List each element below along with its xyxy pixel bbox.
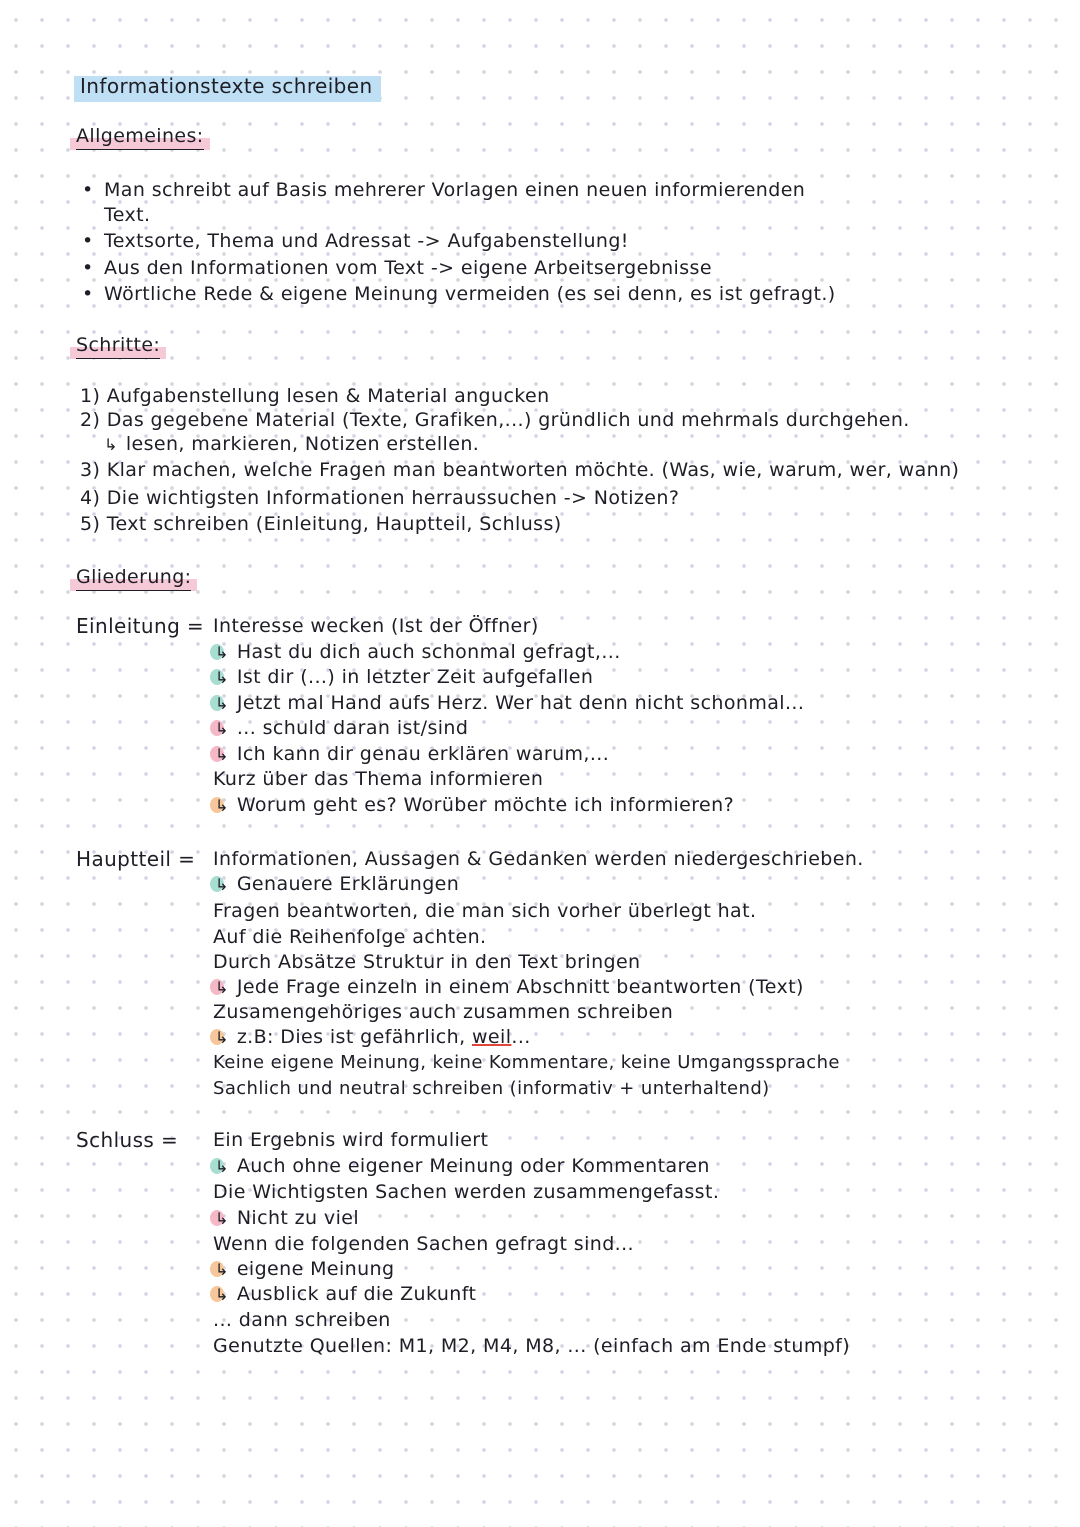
hooked-arrow-icon: ↳ — [213, 1026, 231, 1050]
hauptteil-line: Fragen beantworten, die man sich vorher überlegt hat. — [213, 900, 757, 922]
einleitung-subline: ↳ ... schuld daran ist/sind — [215, 717, 469, 739]
hooked-arrow-icon: ↳ — [213, 794, 231, 818]
heading-allgemeines: Allgemeines: — [76, 125, 204, 147]
weil-underlined: weil — [471, 1026, 512, 1048]
einleitung-subline: ↳ Ich kann dir genau erklären warum,... — [215, 743, 610, 765]
hauptteil-subline: ↳ Genauere Erklärungen — [215, 873, 460, 895]
hooked-arrow-icon: ↳ — [213, 1207, 231, 1231]
hauptteil-line: Informationen, Aussagen & Gedanken werden niedergeschrieben. — [213, 848, 864, 870]
bullet-dot-icon: • — [82, 179, 94, 201]
page-title: Informationstexte schreiben — [80, 74, 373, 98]
step-item: 2) Das gegebene Material (Texte, Grafiken,...) gründlich und mehrmals durchgehen. — [80, 409, 910, 431]
bullet-continuation: Text. — [104, 204, 151, 226]
hooked-arrow-icon: ↳ — [213, 1155, 231, 1179]
heading-gliederung: Gliederung: — [76, 566, 192, 588]
schluss-subline: ↳ Nicht zu viel — [215, 1207, 360, 1229]
bullet-item: • Wörtliche Rede & eigene Meinung vermeiden (es sei denn, es ist gefragt.) — [82, 283, 836, 305]
einleitung-line: Interesse wecken (Ist der Öffner) — [213, 615, 539, 637]
heading-schritte: Schritte: — [76, 334, 161, 356]
hooked-arrow-icon: ↳ — [213, 743, 231, 767]
hauptteil-line: Zusamengehöriges auch zusammen schreiben — [213, 1001, 674, 1023]
bullet-dot-icon: • — [82, 283, 94, 305]
schluss-line: Die Wichtigsten Sachen werden zusammengefasst. — [213, 1181, 720, 1203]
schluss-subline: ↳ eigene Meinung — [215, 1258, 395, 1280]
hauptteil-line: Keine eigene Meinung, keine Kommentare, keine Umgangssprache — [213, 1052, 840, 1073]
schluss-subline: ↳ Ausblick auf die Zukunft — [215, 1283, 477, 1305]
step-item: 3) Klar machen, welche Fragen man beantworten möchte. (Was, wie, warum, wer, wann) — [80, 459, 960, 481]
schluss-line: Ein Ergebnis wird formuliert — [213, 1129, 489, 1151]
schluss-line: Genutzte Quellen: M1, M2, M4, M8, ... (einfach am Ende stumpf) — [213, 1335, 851, 1357]
einleitung-subline: ↳ Ist dir (...) in letzter Zeit aufgefallen — [215, 666, 594, 688]
hauptteil-line: Durch Absätze Struktur in den Text bringen — [213, 951, 641, 973]
bullet-item: • Man schreibt auf Basis mehrerer Vorlagen einen neuen informierenden — [82, 179, 806, 201]
step-subitem: ↳ lesen, markieren, Notizen erstellen. — [104, 433, 480, 455]
hauptteil-label: Hauptteil = — [76, 847, 196, 871]
einleitung-subline: ↳ Jetzt mal Hand aufs Herz. Wer hat denn nicht schonmal... — [215, 692, 805, 714]
step-item: 1) Aufgabenstellung lesen & Material angucken — [80, 385, 550, 407]
hauptteil-subline: ↳ z.B: Dies ist gefährlich, weil... — [215, 1026, 531, 1048]
hauptteil-line: Sachlich und neutral schreiben (informativ + unterhaltend) — [213, 1078, 770, 1099]
schluss-line: Wenn die folgenden Sachen gefragt sind... — [213, 1233, 634, 1255]
hooked-arrow-icon: ↳ — [213, 717, 231, 741]
hauptteil-line: Auf die Reihenfolge achten. — [213, 926, 487, 948]
step-item: 4) Die wichtigsten Informationen herraussuchen -> Notizen? — [80, 487, 680, 509]
hooked-arrow-icon: ↳ — [213, 641, 231, 665]
hooked-arrow-icon: ↳ — [213, 666, 231, 690]
schluss-label: Schluss = — [76, 1128, 179, 1152]
einleitung-subline: ↳ Hast du dich auch schonmal gefragt,... — [215, 641, 621, 663]
hauptteil-subline: ↳ Jede Frage einzeln in einem Abschnitt beantworten (Text) — [215, 976, 804, 998]
schluss-subline: ↳ Auch ohne eigener Meinung oder Kommentaren — [215, 1155, 710, 1177]
hooked-arrow-icon: ↳ — [213, 976, 231, 1000]
schluss-line: ... dann schreiben — [213, 1309, 391, 1331]
einleitung-label: Einleitung = — [76, 614, 205, 638]
hooked-arrow-icon: ↳ — [213, 873, 231, 897]
hooked-arrow-icon: ↳ — [104, 435, 118, 454]
hooked-arrow-icon: ↳ — [213, 1283, 231, 1307]
bullet-item: • Textsorte, Thema und Adressat -> Aufgabenstellung! — [82, 230, 629, 252]
einleitung-line: Kurz über das Thema informieren — [213, 768, 544, 790]
einleitung-subline: ↳ Worum geht es? Worüber möchte ich informieren? — [215, 794, 735, 816]
bullet-dot-icon: • — [82, 257, 94, 279]
bullet-dot-icon: • — [82, 230, 94, 252]
step-item: 5) Text schreiben (Einleitung, Hauptteil, Schluss) — [80, 513, 562, 535]
bullet-item: • Aus den Informationen vom Text -> eigene Arbeitsergebnisse — [82, 257, 712, 279]
hooked-arrow-icon: ↳ — [213, 1258, 231, 1282]
hooked-arrow-icon: ↳ — [213, 692, 231, 716]
